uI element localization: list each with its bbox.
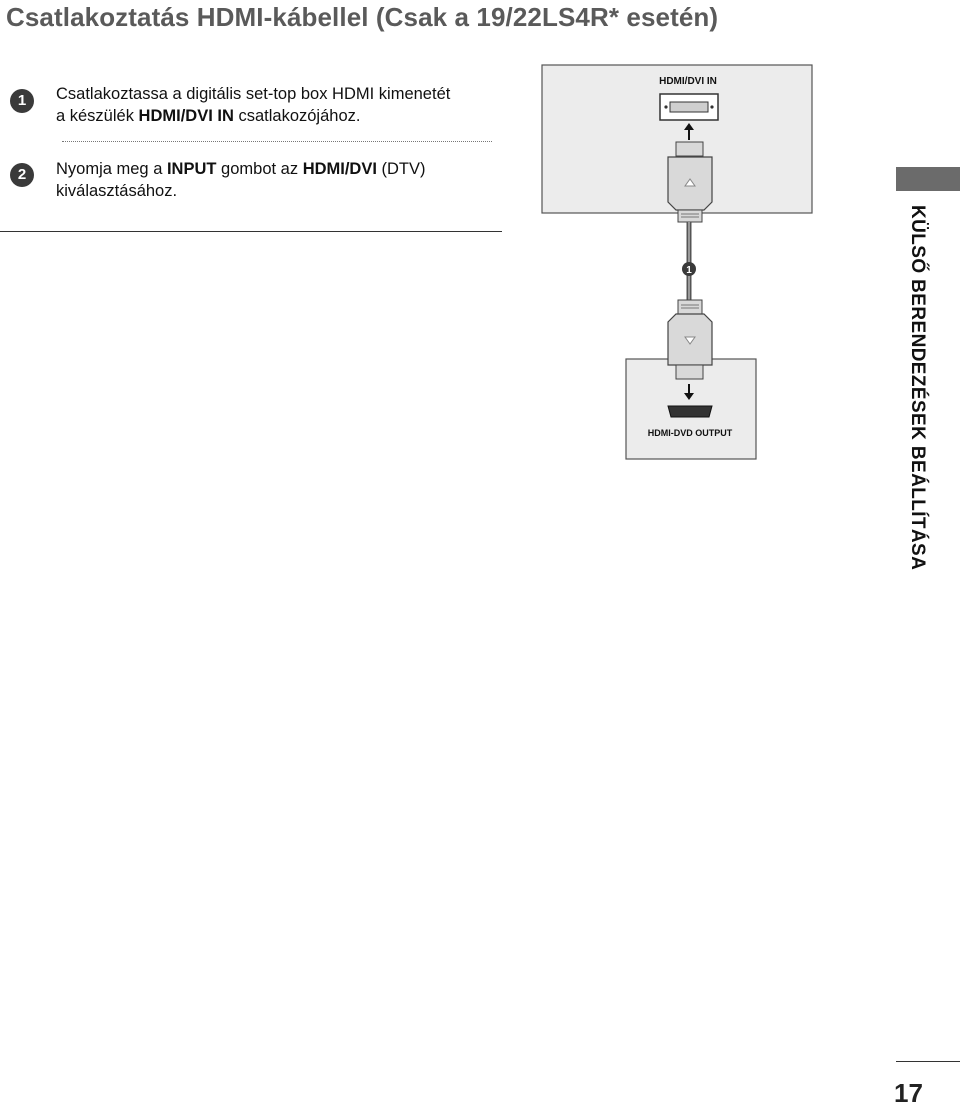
tv-port-label: HDMI/DVI IN bbox=[659, 76, 717, 87]
cable-step-number: 1 bbox=[686, 265, 692, 276]
section-label: KÜLSŐ BERENDEZÉSEK BEÁLLÍTÁSA bbox=[907, 205, 928, 571]
step-2-line-1: Nyomja meg a INPUT gombot az HDMI/DVI (DTV) bbox=[56, 160, 426, 178]
hdmi-dvi-label: HDMI/DVI bbox=[302, 160, 377, 178]
connection-diagram bbox=[538, 62, 818, 464]
step-2-text bbox=[56, 158, 426, 202]
step-2-line-2: kiválasztásához. bbox=[56, 182, 178, 200]
page-title: Csatlakoztatás HDMI-kábellel (Csak a 19/22LS4R* esetén) bbox=[6, 2, 719, 32]
page-number: 17 bbox=[894, 1078, 923, 1108]
section-rule bbox=[0, 231, 502, 232]
device-port-label: HDMI-DVD OUTPUT bbox=[647, 428, 733, 438]
section-tab bbox=[896, 167, 960, 191]
step-1-text bbox=[56, 83, 450, 127]
step-1-badge: 1 bbox=[10, 89, 34, 113]
hdmi-out-port-icon bbox=[668, 406, 712, 417]
hdmi-in-port-icon bbox=[660, 94, 718, 120]
input-button-label: INPUT bbox=[166, 160, 217, 178]
footer-rule bbox=[896, 1061, 960, 1062]
step-1-line-2: a készülék HDMI/DVI IN csatlakozójához. bbox=[56, 107, 361, 125]
step-1-line-1: Csatlakoztassa a digitális set-top box HDMI kimenetét bbox=[56, 85, 451, 103]
step-2-badge: 2 bbox=[10, 163, 34, 187]
hdmi-dvi-in-label: HDMI/DVI IN bbox=[138, 107, 234, 125]
step-divider bbox=[62, 141, 492, 142]
